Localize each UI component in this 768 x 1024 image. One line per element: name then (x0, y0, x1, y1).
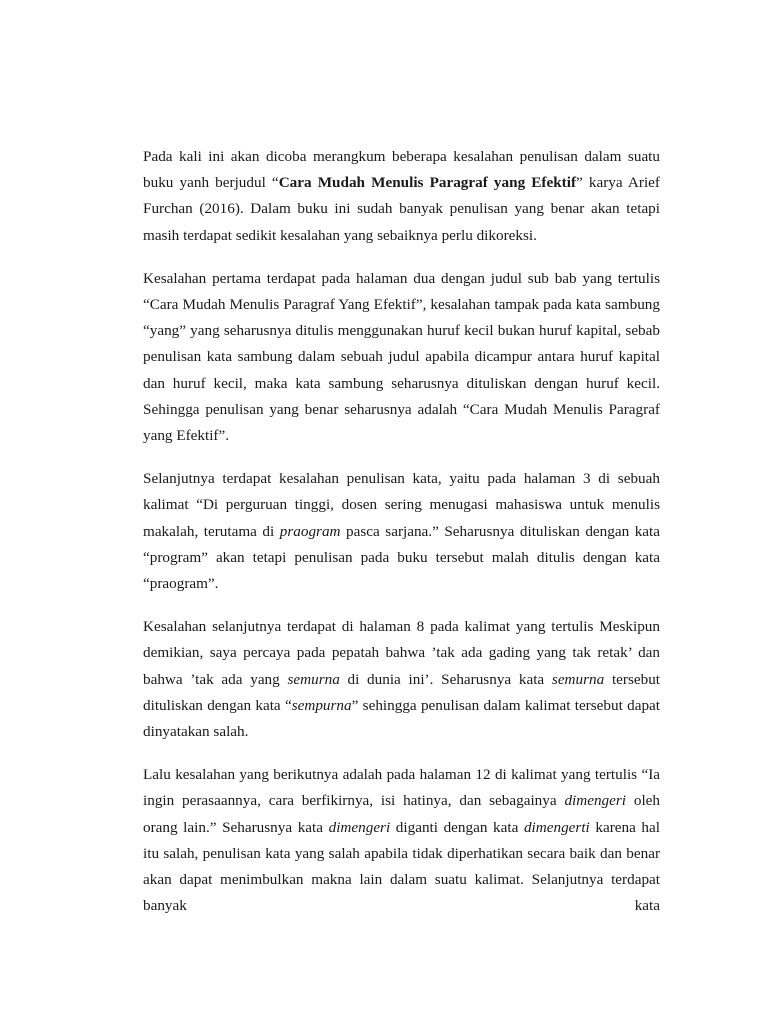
text-segment: Selanjutnya terdapat kesalahan penulisan kata, yaitu pada halaman 3 di sebuah kalimat “Di perguruan tinggi, dosen sering menugasi mahasiswa untuk menulis makalah, terutama di (143, 470, 660, 540)
text-segment: ” sehingga penulisan dalam kalimat tersebut dapat dinyatakan salah. (143, 696, 660, 741)
italic-word: sempurna (291, 696, 352, 714)
italic-word: semurna (287, 670, 340, 688)
text-segment: di dunia ini’. Seharusnya kata (339, 670, 552, 688)
text-segment: tersebut dituliskan dengan kata “ (143, 670, 661, 714)
document-body (143, 144, 660, 936)
text-segment: Lalu kesalahan yang berikutnya adalah pada halaman 12 di kalimat yang tertulis “Ia ingin perasaannya, cara berfikirnya, isi hatinya, dan sebagainya (143, 766, 660, 810)
italic-word: praogram (279, 522, 341, 540)
text-segment: diganti dengan kata (390, 818, 524, 836)
paragraph-4 (143, 614, 660, 745)
book-title-bold: Cara Mudah Menulis Paragraf yang Efektif (278, 174, 577, 192)
text-segment: ” karya Arief Furchan (2016). Dalam buku ini sudah banyak penulisan yang benar akan tetapi masih terdapat sedikit kesalahan yang sebaiknya perlu dikoreksi. (143, 174, 660, 244)
text-segment: Kesalahan pertama terdapat pada halaman dua dengan judul sub bab yang tertulis “Cara Mudah Menulis Paragraf Yang Efektif”, kesalahan tampak pada kata sambung “yang” yang seharusnya ditulis menggunakan huruf kecil bukan huruf kapital, sebab penulisan kata sambung dalam sebuah judul apabila dicampur antara huruf kapital dan huruf kecil, maka kata sambung seharusnya dituliskan dengan huruf kecil. Sehingga penulisan yang benar seharusnya adalah “Cara Mudah Menulis Paragraf yang Efektif”. (143, 269, 660, 445)
italic-word: dimengeri (328, 818, 391, 836)
paragraph-5 (143, 762, 660, 919)
text-segment: oleh orang lain.” Seharusnya kata (143, 792, 661, 836)
text-segment: karena hal itu salah, penulisan kata yang salah apabila tidak diperhatikan secara baik dan benar akan dapat menimbulkan makna lain dalam suatu kalimat. Selanjutnya terdapat banyak kata (143, 818, 660, 915)
text-segment: Pada kali ini akan dicoba merangkum beberapa kesalahan penulisan dalam suatu buku yanh berjudul “ (143, 148, 660, 192)
paragraph-2 (143, 266, 660, 449)
text-segment: Kesalahan selanjutnya terdapat di halaman 8 pada kalimat yang tertulis Meskipun demikian, saya percaya pada pepatah bahwa ’tak ada gading yang tak retak’ dan bahwa ’tak ada yang (143, 618, 660, 688)
italic-word: dimengeri (564, 792, 627, 810)
paragraph-3 (143, 466, 660, 597)
paragraph-1 (143, 144, 660, 249)
italic-word: dimengerti (523, 818, 590, 836)
italic-word: semurna (551, 670, 605, 688)
text-segment: pasca sarjana.” Seharusnya dituliskan dengan kata “program” akan tetapi penulisan pada buku tersebut malah ditulis dengan kata “praogram”. (143, 522, 660, 593)
